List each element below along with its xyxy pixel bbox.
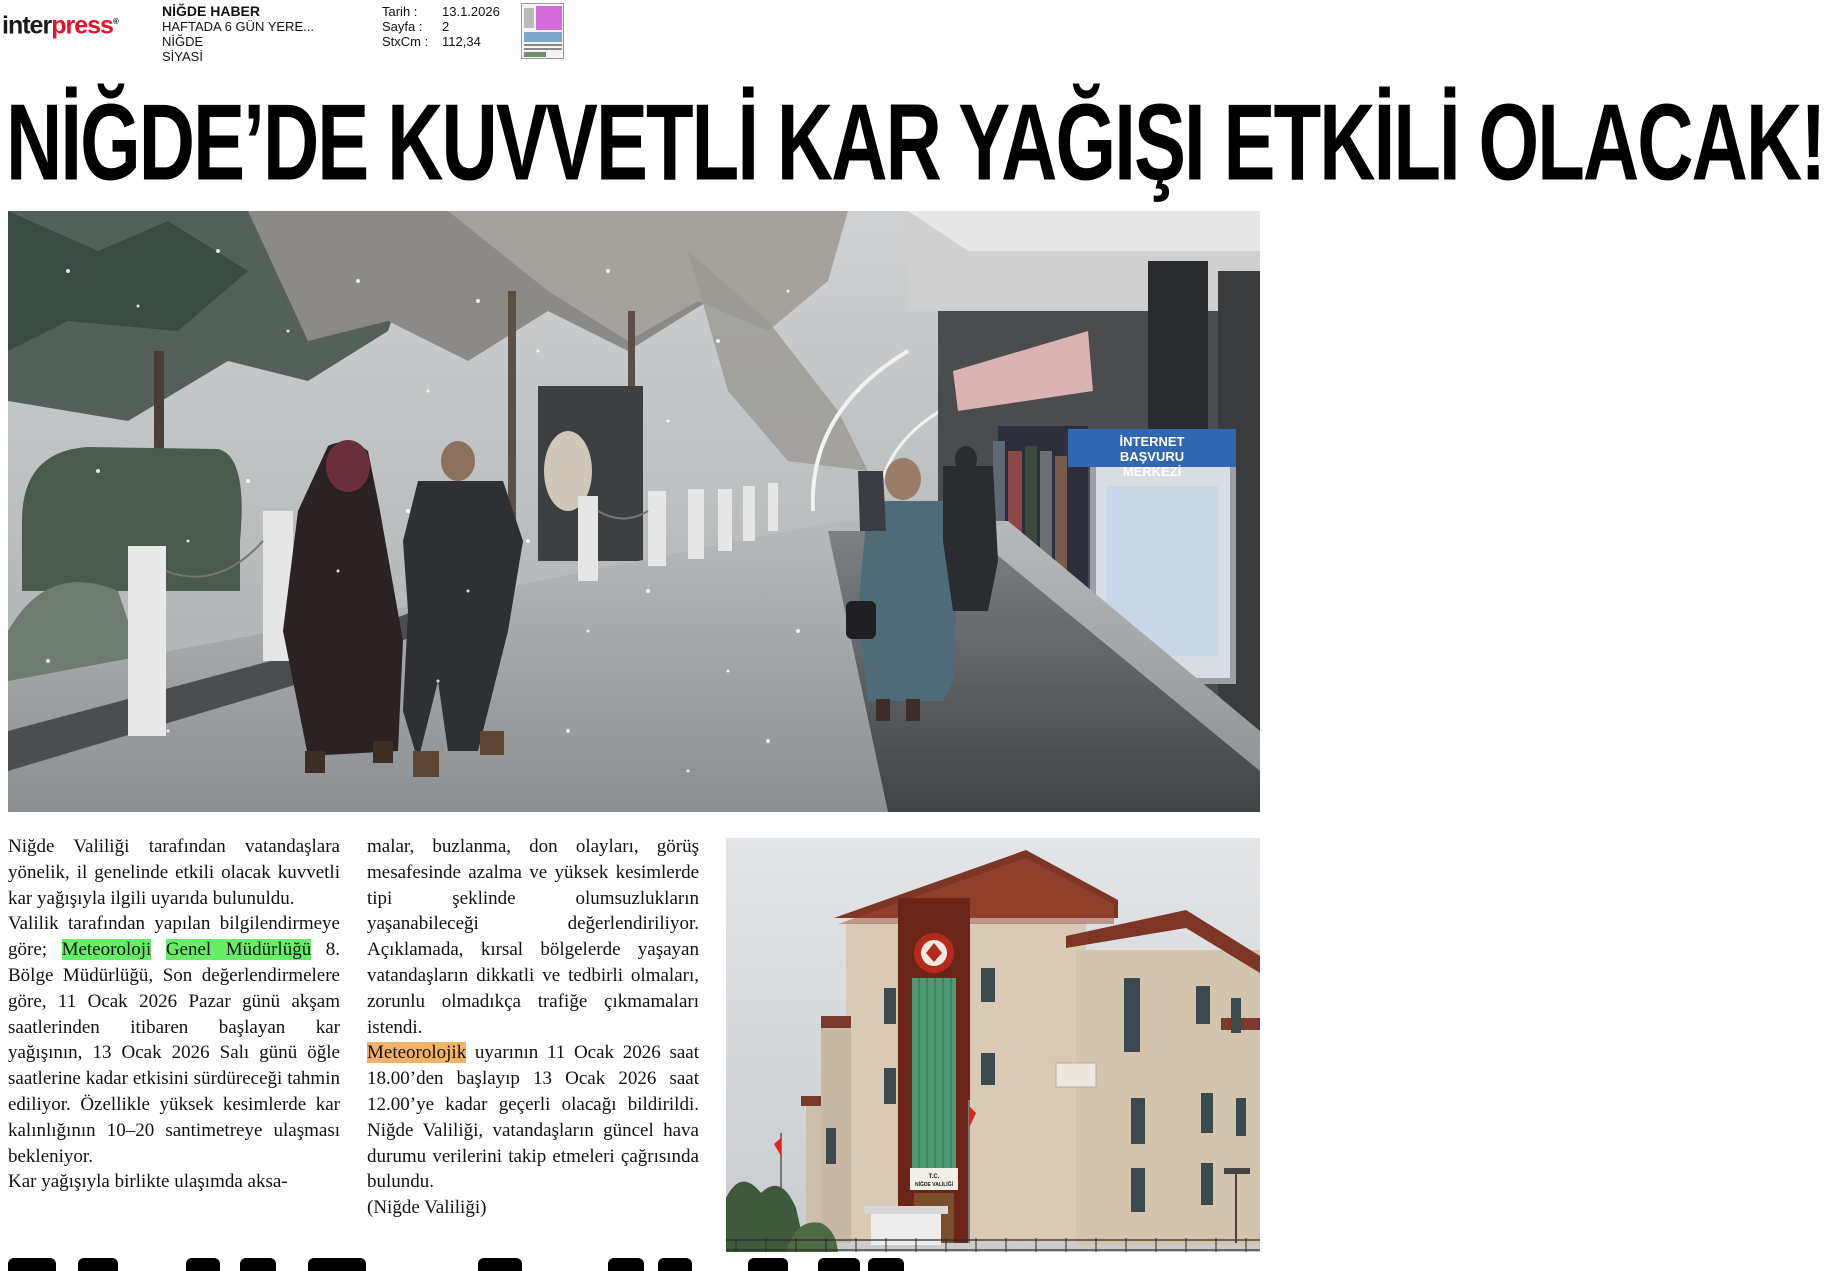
meta-value: 13.1.2026 xyxy=(442,4,500,19)
publication-name: NİĞDE HABER xyxy=(162,3,261,19)
article-paragraph: Niğde Valiliği tarafından vatandaşlara yönelik, il genelinde etkili olacak kuvvetli kar yağışıyla ilgili uyarıda bulunuldu. xyxy=(8,836,340,909)
building-plate-line2: NİĞDE VALİLİĞİ xyxy=(915,1182,953,1188)
governorship-building-photo xyxy=(726,838,1260,1252)
headline: NİĞDE’DE KUVVETLİ KAR YAĞIŞI ETKİLİ OLACAK! xyxy=(6,83,1824,204)
logo-text-main: inter xyxy=(2,11,52,40)
meta-key: Tarih : xyxy=(382,4,418,19)
article-source: (Niğde Valiliği) xyxy=(367,1197,487,1219)
shop-sign-line2: BAŞVURU xyxy=(1119,449,1185,464)
publication-city: NİĞDE xyxy=(162,34,204,49)
logo-text-accent: press xyxy=(51,11,113,40)
meta-row-page xyxy=(382,19,500,34)
meta-value: 112,34 xyxy=(442,34,481,49)
meta-row-date xyxy=(382,4,500,19)
highlight-meteorolojik: Meteorolojik xyxy=(367,1042,467,1064)
highlight-meteoroloji: Meteoroloji xyxy=(61,939,152,961)
publication-category: SİYASİ xyxy=(162,49,203,64)
meta-key: Sayfa : xyxy=(382,19,423,34)
article-paragraph: Kar yağışıyla birlikte ulaşımda aksa- xyxy=(8,1171,288,1193)
shop-sign-line3: MERKEZİ xyxy=(1122,464,1182,479)
meta-row-size xyxy=(382,34,500,49)
publication-frequency: HAFTADA 6 GÜN YERE... xyxy=(162,19,314,34)
meta-value: 2 xyxy=(442,19,450,34)
article-paragraph: Meteorolojik uyarının 11 Ocak 2026 saat 18.00’den başlayıp 13 Ocak 2026 saat 12.00’ye kadar geçerli olacağı bildirildi. Niğde Valiliği, vatandaşların güncel hava durumu verilerini takip etmeleri çağrısında bulundu. xyxy=(367,1042,699,1193)
next-headline-fragment xyxy=(8,1258,1260,1271)
article-paragraph: Valilik tarafından yapılan bilgilendirmeye göre; Meteoroloji Genel Müdürlüğü 8. Bölge Müdürlüğü, Son değerlendirmelere göre, 11 Ocak 2026 Pazar günü akşam saatlerinden itibaren başlayan kar yağışının, 13 Ocak 2026 Salı günü öğle saatlerine kadar etkisini sürdüreceği tahmin ediliyor. Özellikle yüksek kesimlerde kar kalınlığının 10–20 santimetreye ulaşması bekleniyor. xyxy=(8,913,340,1167)
article-column-1 xyxy=(8,834,340,1195)
page-thumbnail[interactable] xyxy=(521,3,564,59)
publication-info xyxy=(162,4,314,64)
building-plate-line1: T.C. xyxy=(928,1174,940,1180)
meta-key: StxCm : xyxy=(382,34,429,49)
logo-registered-mark: ® xyxy=(112,17,119,26)
interpress-logo xyxy=(2,4,126,40)
highlight-genel-mudurlugu: Genel Müdürlüğü xyxy=(165,939,312,961)
article-paragraph: malar, buzlanma, don olayları, görüş mesafesinde azalma ve yüksek kesimlerde tipi şeklinde olumsuzlukların yaşanabileceği değerlendiriliyor. Açıklamada, kırsal bölgelerde yaşayan vatandaşların dikkatli ve tedbirli olmaları, zorunlu olmadıkça trafiğe çıkmamaları istendi. xyxy=(367,836,699,1038)
article-column-2 xyxy=(367,834,699,1221)
clip-meta xyxy=(382,4,500,49)
snowy-street-photo xyxy=(8,211,1260,812)
shop-sign-line1: İNTERNET xyxy=(1119,434,1185,449)
